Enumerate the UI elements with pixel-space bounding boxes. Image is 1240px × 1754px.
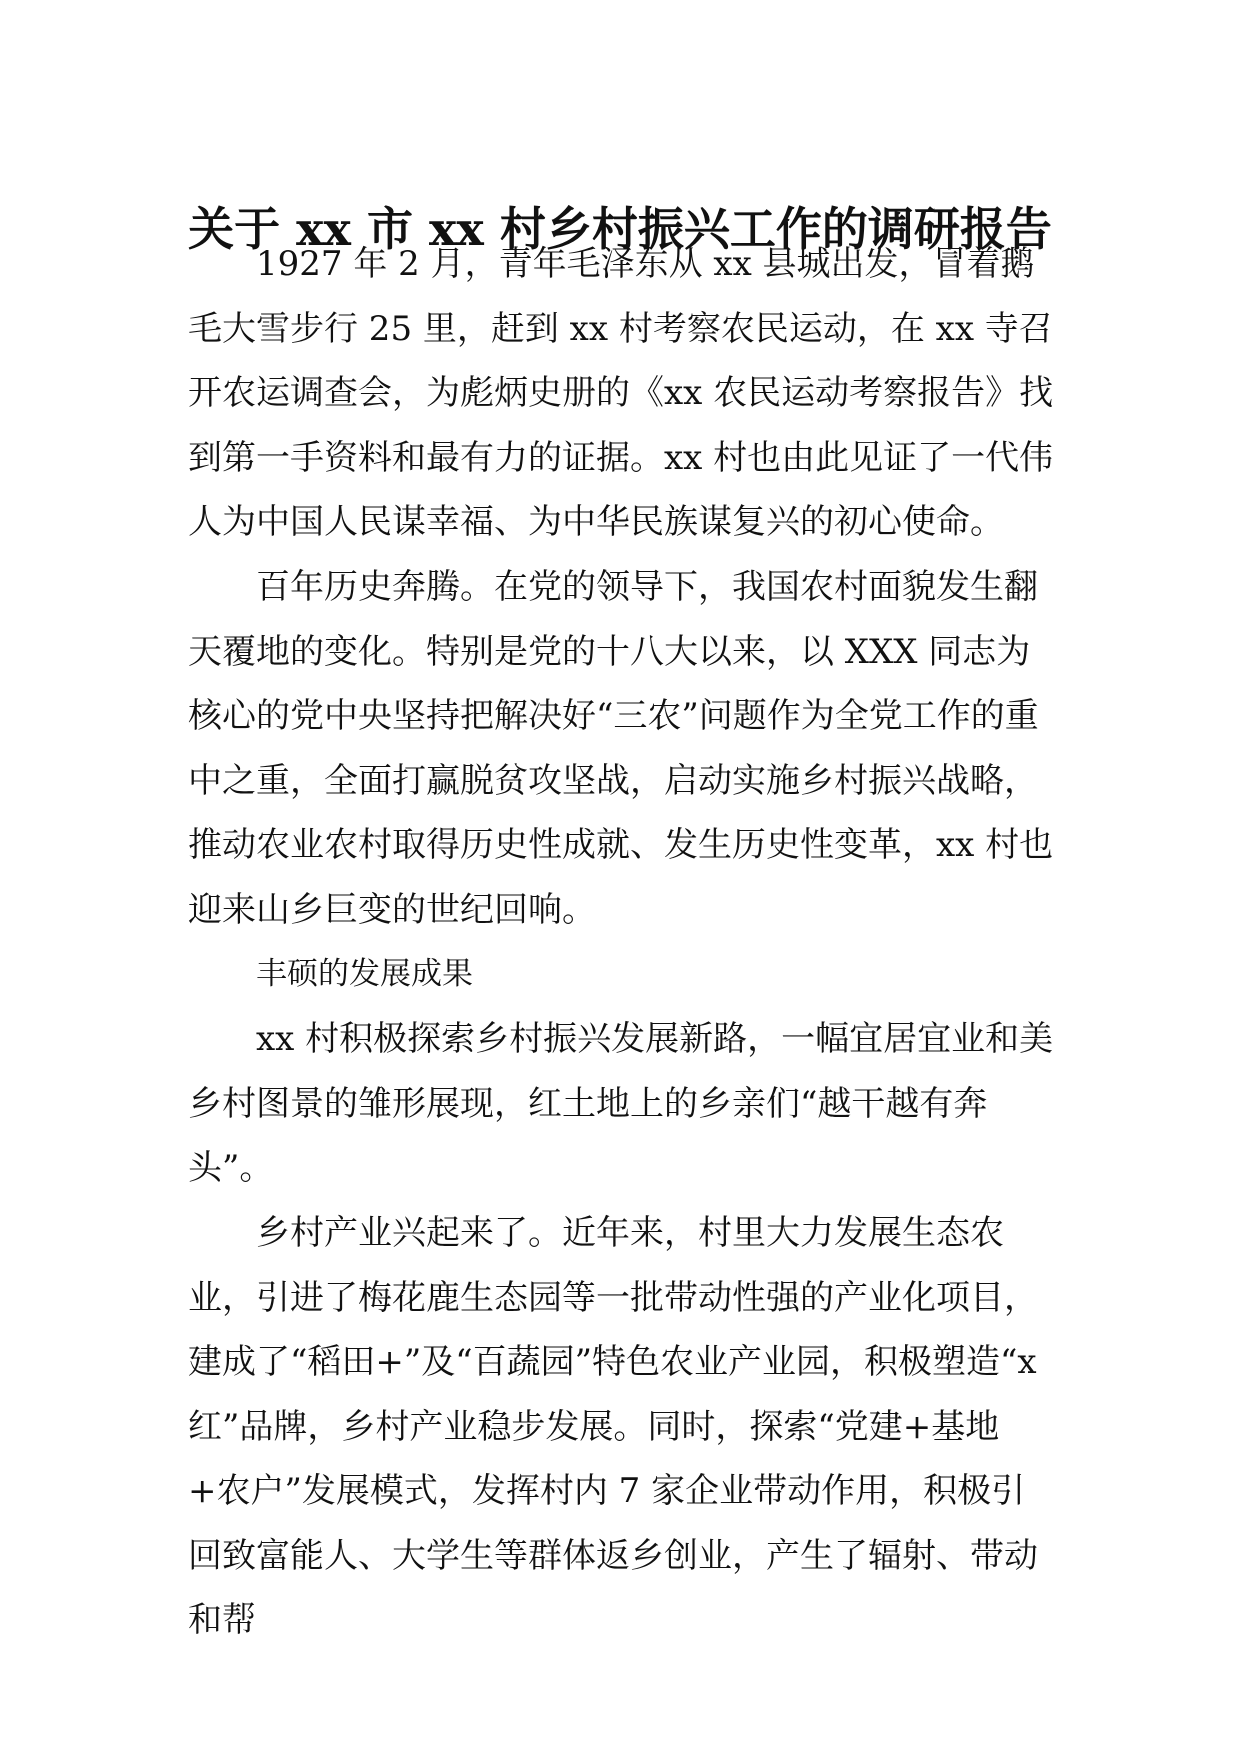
paragraph-rural-change: [188, 555, 1058, 942]
paragraph-industry: [188, 1201, 1058, 1653]
paragraph-text: 1927 年 2 月，青年毛泽东从 xx 县城出发，冒着鹅毛大雪步行 25 里，赶到 xx 村考察农民运动，在 xx 寺召开农运调查会，为彪炳史册的《xx 农民运动考察报告》找到第一手资料和最有力的证据。xx 村也由此见证了一代伟人为中国人民谋幸福、为中华民族谋复兴的初心使命。: [188, 244, 1054, 542]
section-heading-text: 丰硕的发展成果: [256, 956, 473, 992]
paragraph-text: 百年历史奔腾。在党的领导下，我国农村面貌发生翻天覆地的变化。特别是党的十八大以来，以 XXX 同志为核心的党中央坚持把解决好“三农”问题作为全党工作的重中之重，全面打赢脱贫攻坚战，启动实施乡村振兴战略，推动农业农村取得历史性成就、发生历史性变革，xx 村也迎来山乡巨变的世纪回响。: [188, 567, 1054, 930]
paragraph-text: 乡村产业兴起来了。近年来，村里大力发展生态农业，引进了梅花鹿生态园等一批带动性强的产业化项目，建成了“稻田+”及“百蔬园”特色农业产业园，积极塑造“x 红”品牌，乡村产业稳步发展。同时，探索“党建+基地+农户”发展模式，发挥村内 7 家企业带动作用，积极引回致富能人、大学生等群体返乡创业，产生了辐射、带动和帮: [188, 1213, 1038, 1640]
paragraph-history: [188, 232, 1058, 555]
document-title: 关于 xx 市 xx 村乡村振兴工作的调研报告: [188, 201, 1052, 256]
section-heading: [188, 942, 1058, 1007]
paragraph-development: [188, 1007, 1058, 1201]
paragraph-text: xx 村积极探索乡村振兴发展新路，一幅宜居宜业和美乡村图景的雏形展现，红土地上的乡亲们“越干越有奔头”。: [188, 1019, 1054, 1188]
